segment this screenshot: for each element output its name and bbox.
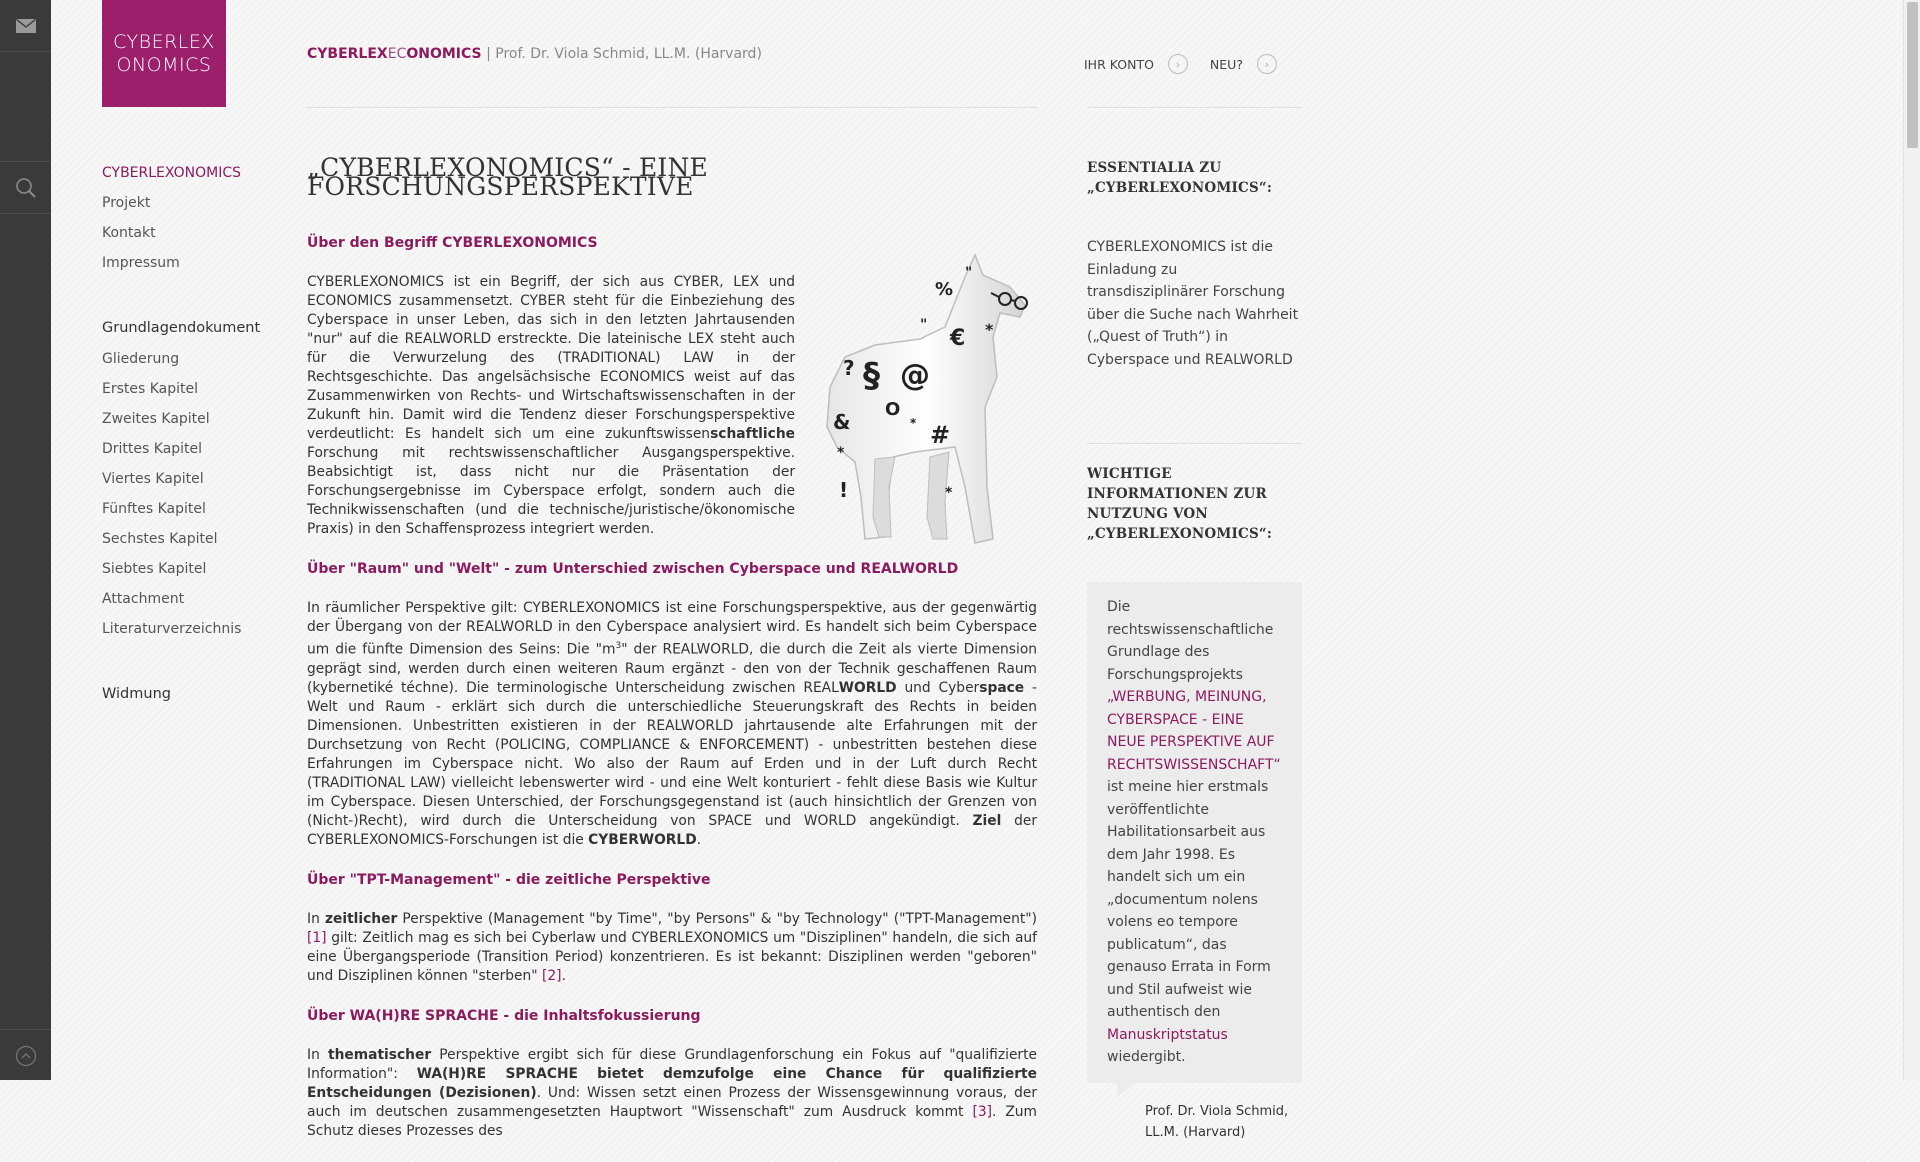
section-heading-tpt: Über "TPT-Management" - die zeitliche Perspektive — [307, 871, 711, 888]
scroll-up-button[interactable] — [0, 1029, 51, 1081]
nav-item-drittes-kapitel[interactable]: Drittes Kapitel — [102, 441, 203, 457]
site-name-part-2[interactable]: EC — [387, 46, 407, 62]
svg-text:?: ? — [843, 356, 855, 380]
habilitation-link[interactable]: „WERBUNG, MEINUNG, CYBERSPACE - EINE NEUE PERSPEKTIVE AUF RECHTSWISSENSCHAFT“ — [1107, 689, 1281, 773]
section-heading-raum-welt: Über "Raum" und "Welt" - zum Unterschied zwischen Cyberspace und REALWORLD — [307, 561, 959, 577]
site-name-part-1[interactable]: CYBERLEX — [307, 46, 388, 62]
logo-line-2: ONOMICS — [116, 53, 212, 76]
quote-text-c: wiedergibt. — [1107, 1049, 1186, 1065]
svg-text:*: * — [945, 485, 953, 501]
site-name-part-3[interactable]: ONOMICS — [406, 46, 482, 62]
logo-line-1: CYBERLEX — [113, 30, 215, 53]
nav-item-attachment[interactable]: Attachment — [102, 591, 185, 607]
essentialia-text: CYBERLEXONOMICS ist die Einladung zu transdisziplinärer Forschung über die Suche nach Wahrheit („Quest of Truth“) in Cyberspace und REALWORLD — [1087, 239, 1299, 368]
text-tpt-d: . — [561, 967, 566, 984]
search-icon — [15, 177, 37, 199]
footnote-link-1[interactable]: [1] — [307, 929, 327, 946]
nav-item-fuenftes-kapitel[interactable]: Fünftes Kapitel — [102, 501, 206, 517]
sidebar-divider — [1087, 443, 1302, 444]
svg-text:#: # — [930, 421, 951, 449]
text-raum-b: " der REALWORLD, die durch die Zeit als vierte Dimension geprägt sind, werden durch einen weiteren Raum ergänzt - den von der Technik geschaffenen Raum (kybernetiké téchne). Die terminologische Unterscheidung zwischen REAL — [307, 641, 1038, 696]
footnote-link-3[interactable]: [3] — [972, 1103, 992, 1120]
footnote-link-2[interactable]: [2] — [542, 967, 562, 984]
svg-text:O: O — [885, 399, 901, 420]
nav-item-sechstes-kapitel[interactable]: Sechstes Kapitel — [102, 531, 218, 547]
account-link[interactable] — [1084, 54, 1188, 74]
quote-text-b: ist meine hier erstmals veröffentlichte Habilitationsarbeit aus dem Jahr 1998. Es handelt sich um ein „documentum nolens volens eo tempore publicatum“, das genauso Errata in Form und Stil aufweist wie authentisch den — [1107, 779, 1271, 1020]
mail-icon — [16, 19, 36, 33]
search-button[interactable] — [0, 161, 51, 214]
text-tpt-c: gilt: Zeitlich mag es sich bei Cyberlaw und CYBERLEXONOMICS um "Disziplinen" handeln, die sich auf eine Übergangsperiode (Transition Period) konzentrieren. Es ist bekannt: Disziplinen werden "geboren" und Disziplinen können "sterben" — [307, 929, 1037, 984]
chevron-right-icon: › — [1257, 54, 1277, 74]
nav-item-grundlagendokument[interactable]: Grundlagendokument — [102, 320, 261, 336]
text-raum-bold-1: WORLD — [838, 679, 897, 696]
nav-item-zweites-kapitel[interactable]: Zweites Kapitel — [102, 411, 210, 427]
text-begriff-1: CYBERLEXONOMICS ist ein Begriff, der sich aus CYBER, LEX und ECONOMICS zusammensetzt. CYBER steht für die Einbeziehung des Cyberspace in unser Leben, das sich in den letzten Jahrtausenden "nur" auf die REALWORLD erstreckte. Die lateinische LEX steht auch für die Verwurzelung des (TRADITIONAL) LAW in der Rechtsgeschichte. Das angelsächsische ECONOMICS weist auf das Zusammenwirken von Rechts- und Wirtschaftswissenschaften in der Zukunft hin. Damit wird die Tendenz dieser Forschungsperspektive verdeutlicht: Es handelt sich um eine zukunftswissen — [307, 274, 795, 442]
account-label: IHR KONTO — [1084, 56, 1154, 72]
text-raum-e: der CYBERLEXONOMICS-Forschungen ist die — [307, 812, 1037, 848]
new-label: NEU? — [1209, 56, 1243, 72]
quote-author: Prof. Dr. Viola Schmid, LL.M. (Harvard) — [1145, 1103, 1289, 1140]
svg-text:€: € — [950, 326, 966, 351]
text-begriff-bold: schaftliche — [710, 426, 795, 442]
section-heading-begriff: Über den Begriff CYBERLEXONOMICS — [307, 235, 598, 251]
nav-item-siebtes-kapitel[interactable]: Siebtes Kapitel — [102, 561, 207, 577]
quote-box — [1087, 582, 1302, 1083]
manuskriptstatus-link[interactable]: Manuskriptstatus — [1107, 1026, 1228, 1043]
quote-text-a: Die rechtswissenschaftliche Grundlage des Forschungsprojekts — [1107, 599, 1274, 683]
chevron-right-icon: › — [1168, 54, 1188, 74]
text-sprache-b: Perspektive ergibt sich für diese Grundlagenforschung ein Fokus auf "qualifizierte Information": — [307, 1046, 1037, 1082]
left-rail — [0, 0, 51, 1080]
dala-horse-illustration — [815, 247, 1037, 547]
svg-text:*: * — [910, 416, 917, 430]
scroll-up-icon — [15, 1045, 37, 1067]
mail-button[interactable] — [0, 0, 51, 52]
site-logo[interactable] — [102, 0, 226, 107]
text-sprache-bold-2: WA(H)RE SPRACHE bietet demzufolge eine Chance für qualifizierte Entscheidungen (Dezisionen) — [307, 1065, 1038, 1101]
paragraph-sprache — [307, 1046, 1037, 1141]
svg-text:*: * — [837, 445, 845, 461]
new-link[interactable] — [1210, 54, 1277, 74]
text-raum-f: . — [696, 831, 702, 848]
text-raum-bold-3: Ziel — [972, 812, 1002, 829]
sidebar-divider — [1087, 107, 1302, 108]
nav-item-viertes-kapitel[interactable]: Viertes Kapitel — [102, 471, 204, 487]
svg-text:!: ! — [839, 478, 849, 502]
info-heading: WICHTIGE INFORMATIONEN ZUR NUTZUNG VON „CYBERLEXONOMICS“: — [1087, 466, 1273, 542]
text-sprache-a: In — [307, 1046, 328, 1063]
nav-item-impressum[interactable]: Impressum — [102, 255, 180, 271]
text-sprache-d: . Zum Schutz dieses Prozesses des — [307, 1103, 1037, 1139]
svg-text:*: * — [985, 320, 994, 339]
header-divider — [307, 107, 1037, 108]
text-raum-bold-4: CYBERWORLD — [588, 831, 697, 848]
svg-text:@: @ — [900, 358, 930, 393]
essentialia-heading: ESSENTIALIA ZU „CYBERLEXONOMICS“: — [1087, 160, 1273, 196]
svg-text:&: & — [833, 410, 851, 434]
svg-text:": " — [920, 317, 928, 333]
sidebar-nav — [102, 164, 282, 716]
svg-text:§: § — [863, 356, 880, 396]
nav-spacer — [102, 650, 282, 686]
nav-spacer — [102, 284, 282, 320]
right-sidebar — [1087, 158, 1302, 1143]
nav-item-cyberlexonomics[interactable]: CYBERLEXONOMICS — [102, 165, 241, 181]
text-raum-sup: 3 — [615, 641, 622, 651]
nav-item-erstes-kapitel[interactable]: Erstes Kapitel — [102, 381, 199, 397]
top-navigation — [1084, 54, 1277, 74]
nav-item-widmung[interactable]: Widmung — [102, 686, 171, 702]
text-sprache-bold-1: thematischer — [327, 1046, 432, 1063]
scrollbar-thumb[interactable] — [1907, 2, 1918, 148]
page-title: „CYBERLEXONOMICS“ - EINE FORSCHUNGSPERSPEKTIVE — [307, 153, 709, 201]
text-raum-d: - Welt und Raum - erklärt sich durch die unterschiedliche Steuerungskraft des Rechts in beiden Dimensionen. Unbestritten existieren in der REALWORLD jahrtausende alte Erfahrungen mit der Durchsetzung von Recht (POLICING, COMPLIANCE & ENFORCEMENT) - unbestritten bestehen diese Erfahrungen im Cyberspace nicht. Wo also der Raum auf Erden und in der Luft durch Recht (TRADITIONAL LAW) vielleicht lebenswerter wird - und eine Welt konturiert - fehlt diese Basis wie Kultur im Cyberspace. Diesen Unterschied, der Forschungsgegenstand ist (auch hinsichtlich der Grenzen von (Nicht-)Recht), wird durch die Unterscheidung von SPACE und WORLD angekündigt. — [307, 679, 1037, 829]
paragraph-raum-welt — [307, 599, 1037, 850]
main-content — [307, 153, 1038, 1162]
site-breadcrumb — [307, 46, 762, 62]
paragraph-tpt — [307, 910, 1037, 986]
page-scrollbar[interactable] — [1903, 0, 1920, 1080]
text-begriff-2: Forschung mit rechtswissenschaftlicher Ausgangsperspektive. Beabsichtigt ist, dass nicht nur die Präsentation der Forschungsergebnisse im Cyberspace erfolgt, sondern auch die Technikwissenschaften (und die technische/juristische/ökonomische Praxis) in den Schaffensprozess integriert werden. — [307, 445, 795, 537]
nav-item-gliederung[interactable]: Gliederung — [102, 351, 180, 367]
text-tpt-b: Perspektive (Management "by Time", "by Persons" & "by Technology" ("TPT-Management") — [397, 910, 1037, 927]
section-heading-sprache: Über WA(H)RE SPRACHE - die Inhaltsfokussierung — [307, 1007, 701, 1024]
text-raum-a: In räumlicher Perspektive gilt: CYBERLEXONOMICS ist eine Forschungsperspektive, aus der gegenwärtig der Übergang von der REALWORLD in den Cyberspace analysiert wird. Es handelt sich beim Cyberspace um die fünfte Dimension des Seins: Die "m — [307, 600, 1037, 658]
text-raum-c: und Cyber — [896, 679, 980, 696]
text-sprache-c: . Und: Wissen setzt einen Prozess der Wissensgewinnung voraus, der auch im deutschen zusammengesetzten Hauptwort "Wissenschaft" zum Ausdruck kommt — [307, 1084, 1037, 1120]
site-author: | Prof. Dr. Viola Schmid, LL.M. (Harvard) — [481, 46, 762, 62]
svg-text:%: % — [935, 279, 954, 300]
nav-item-kontakt[interactable]: Kontakt — [102, 225, 156, 241]
text-tpt-bold: zeitlicher — [324, 910, 398, 927]
nav-item-projekt[interactable]: Projekt — [102, 195, 151, 211]
text-tpt-a: In — [307, 910, 325, 927]
svg-text:": " — [965, 265, 973, 281]
nav-item-literaturverzeichnis[interactable]: Literaturverzeichnis — [102, 621, 242, 637]
text-raum-bold-2: space — [979, 679, 1025, 696]
